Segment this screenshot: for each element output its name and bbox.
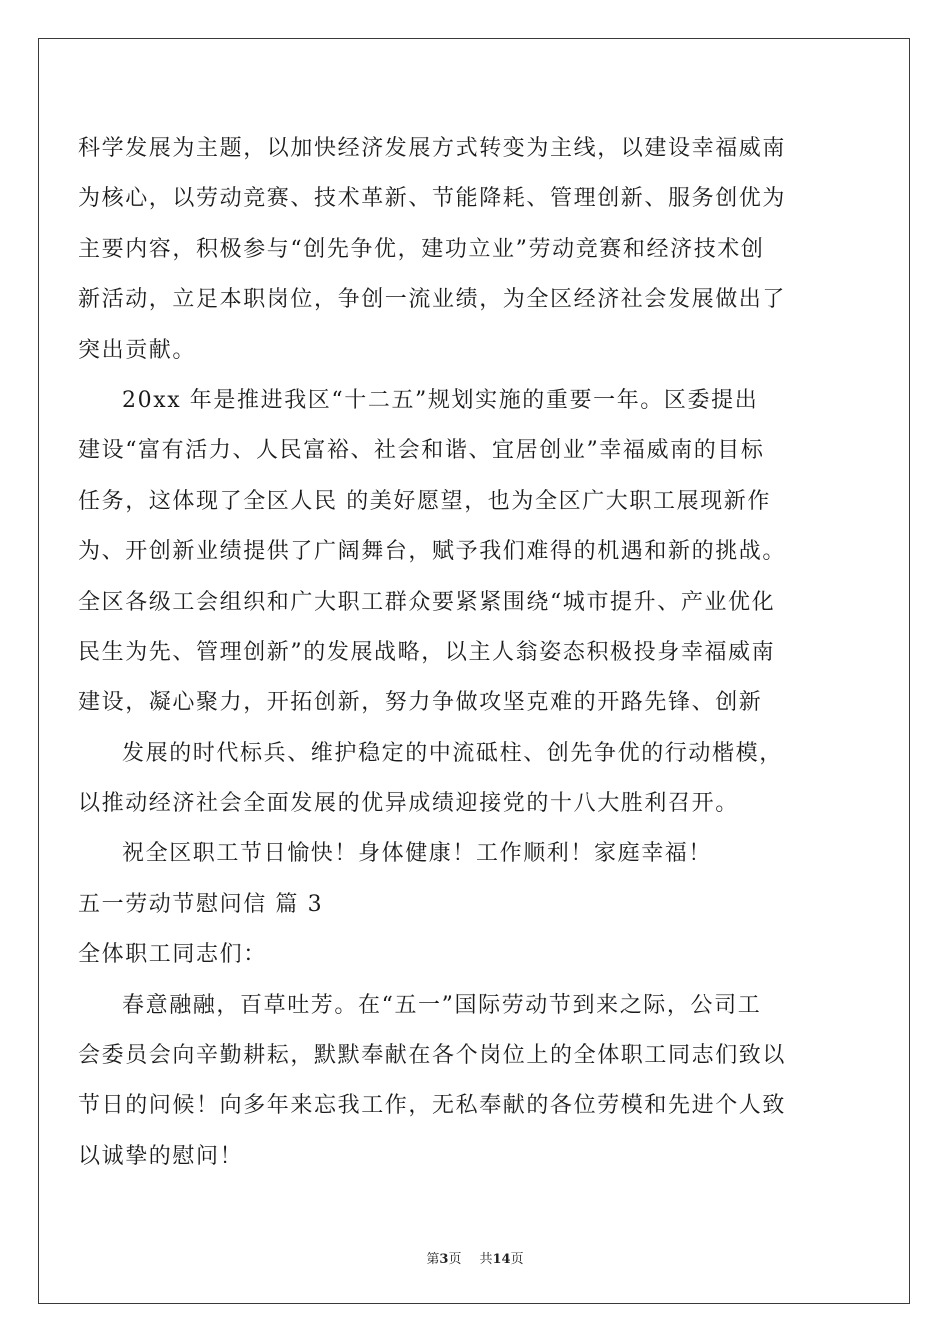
paragraph-line: 发展的时代标兵、维护稳定的中流砥柱、创先争优的行动楷模， — [122, 740, 783, 766]
paragraph-line: 任务，这体现了全区人民 的美好愿望，也为全区广大职工展现新作 — [78, 488, 771, 514]
salutation: 全体职工同志们： — [78, 942, 267, 968]
paragraph-line: 科学发展为主题，以加快经济发展方式转变为主线，以建设幸福威南 — [78, 136, 787, 161]
total-suffix: 页 — [510, 1252, 524, 1267]
paragraph-line: 节日的问候！向多年来忘我工作，无私奉献的各位劳模和先进个人致 — [78, 1093, 787, 1119]
paragraph-line: 新活动，立足本职岗位，争创一流业绩，为全区经济社会发展做出了 — [78, 287, 787, 313]
total-prefix: 共 — [479, 1252, 493, 1267]
paragraph-line: 建设“富有活力、人民富裕、社会和谐、宜居创业”幸福威南的目标 — [78, 438, 765, 464]
paragraph-line: 全区各级工会组织和广大职工群众要紧紧围绕“城市提升、产业优化 — [78, 589, 776, 615]
page-current: 3 — [439, 1252, 449, 1267]
page-footer — [0, 1248, 950, 1267]
page-total: 14 — [492, 1252, 511, 1267]
paragraph-line: 祝全区职工节日愉快！身体健康！工作顺利！家庭幸福！ — [122, 841, 713, 867]
document-body — [78, 124, 838, 1182]
paragraph-line: 春意融融，百草吐芳。在“五一”国际劳动节到来之际，公司工 — [122, 992, 762, 1018]
section-heading: 五一劳动节慰问信 篇 3 — [78, 891, 324, 917]
paragraph-line: 突出贡献。 — [78, 337, 197, 363]
page-prefix: 第 — [426, 1252, 440, 1267]
paragraph-line: 20xx 年是推进我区“十二五”规划实施的重要一年。区委提出 — [122, 387, 759, 413]
paragraph-line: 建设，凝心聚力，开拓创新，努力争做攻坚克难的开路先锋、创新 — [78, 690, 763, 716]
page-suffix: 页 — [448, 1252, 462, 1267]
paragraph-line: 以诚挚的慰问！ — [78, 1143, 244, 1169]
paragraph-line: 会委员会向辛勤耕耘，默默奉献在各个岗位上的全体职工同志们致以 — [78, 1043, 787, 1069]
paragraph-line: 主要内容，积极参与“创先争优，建功立业”劳动竞赛和经济技术创 — [78, 236, 765, 262]
paragraph-line: 以推动经济社会全面发展的优异成绩迎接党的十八大胜利召开。 — [78, 791, 739, 817]
paragraph-line: 为核心，以劳动竞赛、技术革新、节能降耗、管理创新、服务创优为 — [78, 186, 787, 212]
paragraph-line: 为、开创新业绩提供了广阔舞台，赋予我们难得的机遇和新的挑战。 — [78, 539, 787, 565]
paragraph-line: 民生为先、管理创新”的发展战略，以主人翁姿态积极投身幸福威南 — [78, 639, 776, 665]
